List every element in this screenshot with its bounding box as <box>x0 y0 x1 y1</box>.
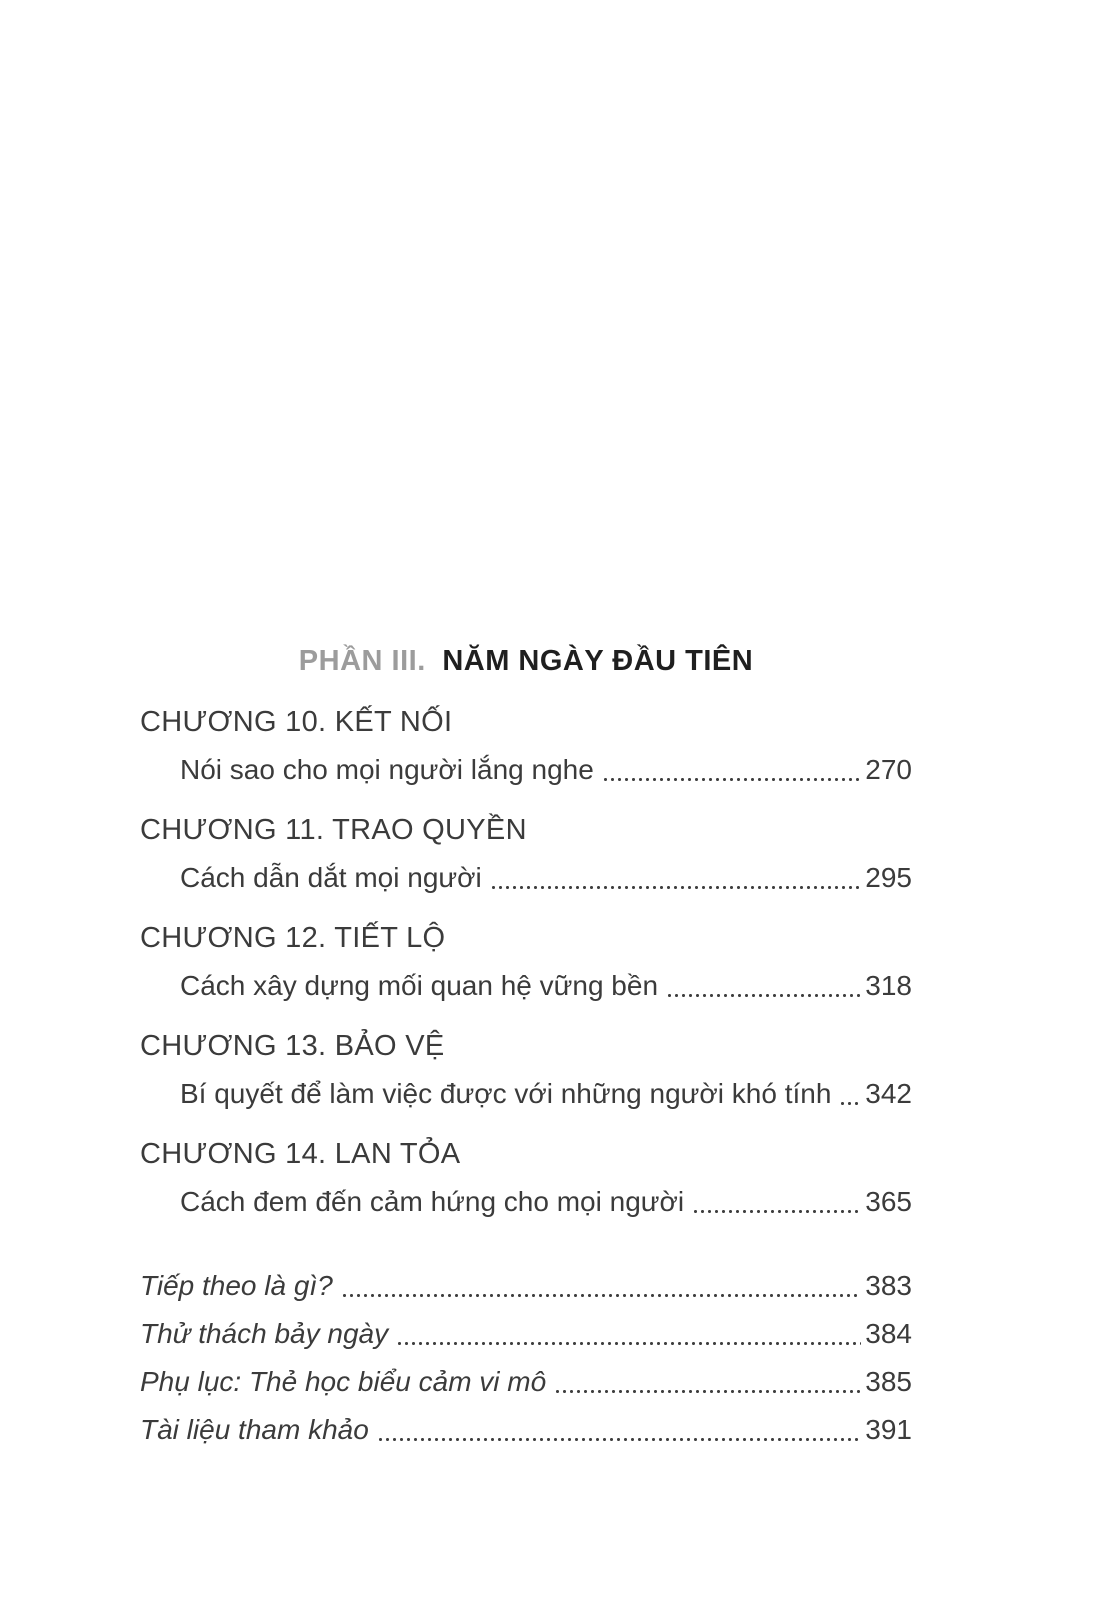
chapter-subtitle-row <box>140 1075 912 1113</box>
back-matter-entry <box>140 1411 912 1449</box>
page-number: 295 <box>865 862 912 893</box>
dot-leader <box>602 772 861 782</box>
chapter-subtitle: Nói sao cho mọi người lắng nghe <box>180 754 594 785</box>
dot-leader <box>341 1288 862 1298</box>
back-matter-title: Tiếp theo là gì? <box>140 1270 333 1301</box>
back-matter-entry <box>140 1315 912 1353</box>
chapter-subtitle-row <box>140 1183 912 1221</box>
page-number: 384 <box>865 1318 912 1349</box>
chapter-subtitle: Bí quyết để làm việc được với những người khó tính <box>180 1078 832 1109</box>
dot-leader <box>396 1336 861 1346</box>
back-matter-title: Phụ lục: Thẻ học biểu cảm vi mô <box>140 1366 547 1397</box>
section-header <box>140 641 912 681</box>
back-matter-entry <box>140 1363 912 1401</box>
dot-leader <box>666 988 861 998</box>
page-number: 385 <box>865 1366 912 1397</box>
back-matter-title: Tài liệu tham khảo <box>140 1414 369 1445</box>
chapter-heading: CHƯƠNG 12. TIẾT LỘ <box>140 922 446 954</box>
page-number: 342 <box>865 1078 912 1109</box>
chapter-subtitle: Cách đem đến cảm hứng cho mọi người <box>180 1186 685 1217</box>
chapter-list <box>140 703 912 1221</box>
back-matter-entry <box>140 1267 912 1305</box>
chapter-heading: CHƯƠNG 11. TRAO QUYỀN <box>140 814 527 846</box>
dot-leader <box>377 1432 861 1442</box>
chapter-subtitle-row <box>140 751 912 789</box>
section-label: PHẦN III. <box>298 645 426 677</box>
back-matter-title: Thử thách bảy ngày <box>140 1318 389 1349</box>
chapter-entry <box>140 1135 912 1221</box>
page-number: 270 <box>865 754 912 785</box>
section-title: NĂM NGÀY ĐẦU TIÊN <box>442 645 754 677</box>
chapter-heading: CHƯƠNG 14. LAN TỎA <box>140 1138 461 1170</box>
page-number: 365 <box>865 1186 912 1217</box>
chapter-entry <box>140 703 912 789</box>
chapter-entry <box>140 1027 912 1113</box>
chapter-heading: CHƯƠNG 13. BẢO VỆ <box>140 1030 445 1062</box>
chapter-heading: CHƯƠNG 10. KẾT NỐI <box>140 706 453 738</box>
dot-leader <box>554 1384 861 1394</box>
chapter-subtitle-row <box>140 967 912 1005</box>
dot-leader <box>839 1096 861 1106</box>
page-number: 391 <box>865 1414 912 1445</box>
dot-leader <box>692 1204 861 1214</box>
table-of-contents <box>140 641 912 1449</box>
dot-leader <box>490 880 862 890</box>
chapter-subtitle: Cách dẫn dắt mọi người <box>180 862 482 893</box>
page-number: 318 <box>865 970 912 1001</box>
page-number: 383 <box>865 1270 912 1301</box>
back-matter-list <box>140 1267 912 1449</box>
chapter-entry <box>140 919 912 1005</box>
chapter-subtitle-row <box>140 859 912 897</box>
chapter-subtitle: Cách xây dựng mối quan hệ vững bền <box>180 970 659 1001</box>
chapter-entry <box>140 811 912 897</box>
